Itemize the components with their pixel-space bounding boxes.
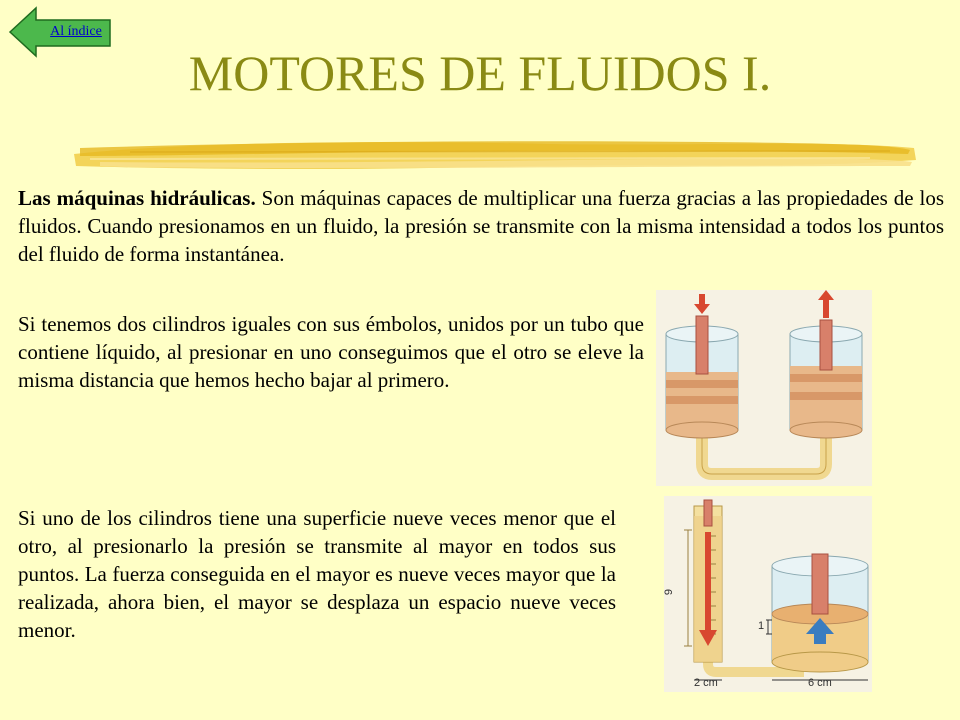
page-title: MOTORES DE FLUIDOS I. [188,45,772,101]
intro-text: Son máquinas capaces de multiplicar una fuerza gracias a las propiedades de los fluidos. Cuando presionamos en un fluido, la presión se transmite con la misma intensidad a todos los puntos del fluido de forma instantánea. [18,186,944,266]
large-width-label: 6 cm [808,677,832,689]
equal-cylinders-figure [656,290,872,486]
down-arrow-icon [694,294,710,314]
up-arrow-icon [818,290,834,318]
equal-cylinders-paragraph: Si tenemos dos cilindros iguales con sus émbolos, unidos por un tubo que contiene líquido, al presionar en uno conseguimos que el otro se eleve la misma distancia que hemos hecho bajar al primero. [18,312,644,392]
different-cylinders-paragraph: Si uno de los cilindros tiene una superficie nueve veces menor que el otro, al presionarlo la presión se transmite al mayor en todos sus puntos. La fuerza conseguida en el mayor es nueve veces mayor que la realizada, ahora bien, el mayor se desplaza un espacio nueve veces menor. [18,506,616,642]
brush-stroke-divider [70,134,918,176]
different-cylinders-figure [664,496,872,692]
intro-heading: Las máquinas hidráulicas. [18,186,256,210]
intro-paragraph [18,184,944,268]
small-width-label: 2 cm [694,677,718,689]
tall-dimension-label: 9 [663,588,676,596]
back-to-index-link[interactable]: Al índice [50,24,102,39]
short-dimension-label: 1 [758,620,765,632]
